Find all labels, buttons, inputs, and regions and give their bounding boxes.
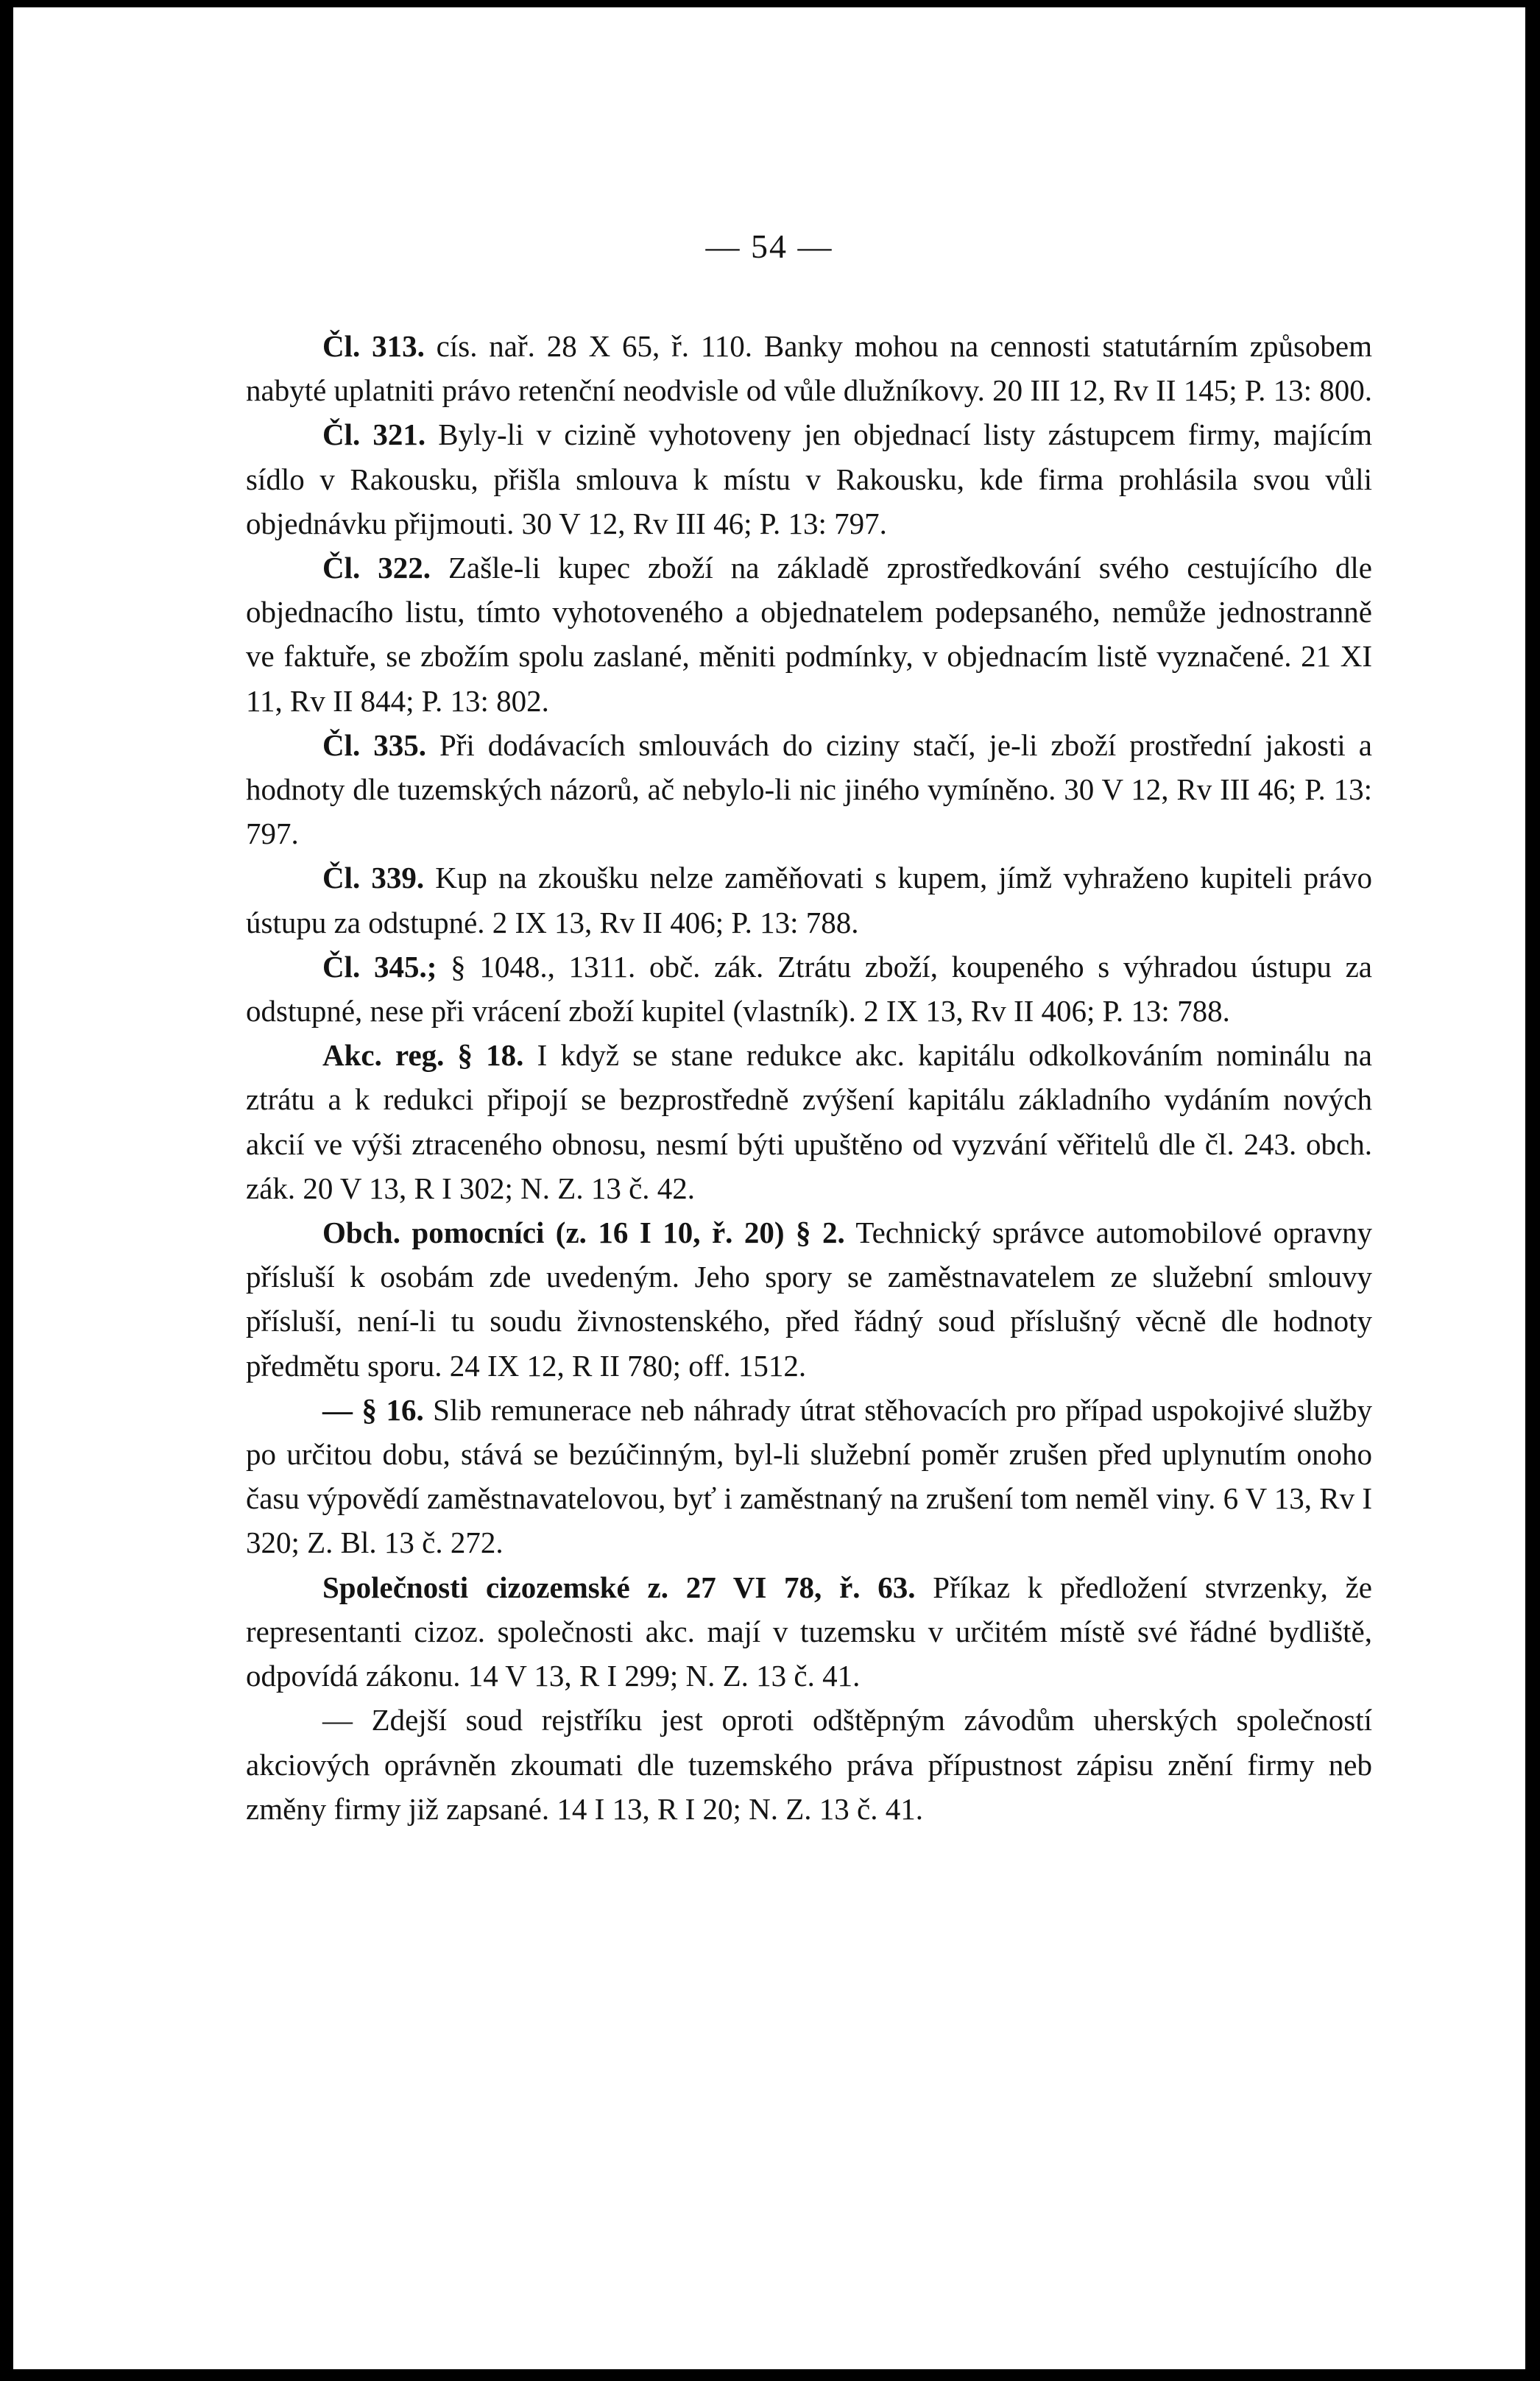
paragraph-heading: Čl. 345.; [322, 949, 437, 984]
paragraph-akc-reg-18 [246, 1033, 1372, 1210]
paragraph-text: Zašle-li kupec zboží na základě zprostředkování svého cestujícího dle objednacího listu, tímto vyhotoveného a objednatelem podepsaného, nemůže jednostranně ve faktuře, se zbožím spolu zaslané, měniti podmínky, v objednacím listě vyznačené. 21 XI 11, Rv II 844; P. 13: 802. [246, 551, 1373, 718]
paragraph-heading: Společnosti cizozemské z. 27 VI 78, ř. 63. [322, 1570, 916, 1604]
paragraph-text: I když se stane redukce akc. kapitálu odkolkováním nominálu na ztrátu a k redukci připojí se bezprostředně zvýšení kapitálu základního vydáním nových akcií ve výši ztraceného obnosu, nesmí býti upuštěno od vyzvání věřitelů dle čl. 243. obch. zák. 20 V 13, R I 302; N. Z. 13 č. 42. [246, 1038, 1372, 1205]
paragraph-cl-322 [246, 546, 1372, 723]
paragraph-heading: Čl. 339. [322, 861, 425, 895]
paragraph-text: Kup na zkoušku nelze zaměňovati s kupem, jímž vyhraženo kupiteli právo ústupu za odstupné. 2 IX 13, Rv II 406; P. 13: 788. [246, 861, 1373, 939]
paragraph-cl-313 [246, 324, 1372, 412]
paragraph-text: Technický správce automobilové opravny přísluší k osobám zde uvedeným. Jeho spory se zaměstnavatelem ze služební smlouvy přísluší, není-li tu soudu živnostenského, před řádný soud příslušný věcně dle hodnoty předmětu sporu. 24 IX 12, R II 780; off. 1512. [246, 1216, 1372, 1383]
paragraph-spolecnosti-cizozemske [246, 1565, 1372, 1699]
paragraph-heading: Obch. pomocníci (z. 16 I 10, ř. 20) § 2. [322, 1216, 845, 1250]
paragraph-text: cís. nař. 28 X 65, ř. 110. Banky mohou na cennosti statutárním způsobem nabyté uplatniti právo retenční neodvisle od vůle dlužníkovy. 20 III 12, Rv II 145; P. 13: 800. [246, 329, 1373, 408]
paragraph-heading: — § 16. [322, 1392, 424, 1427]
paragraph-cl-335 [246, 723, 1372, 856]
page-number: — 54 — [705, 227, 833, 265]
paragraph-heading: Čl. 313. [322, 329, 425, 363]
paragraph-cl-321 [246, 412, 1372, 546]
paragraph-text: Byly-li v cizině vyhotoveny jen objednací listy zástupcem firmy, majícím sídlo v Rakousku, přišla smlouva k místu v Rakousku, kde firma prohlásila svou vůli objednávku přijmouti. 30 V 12, Rv III 46; P. 13: 797. [246, 417, 1372, 540]
paragraph-rejstrik [246, 1698, 1372, 1831]
paragraph-cl-345 [246, 945, 1372, 1033]
paragraph-obch-pomocnici-2 [246, 1210, 1372, 1388]
paragraph-cl-339 [246, 856, 1372, 944]
paragraph-text: Při dodávacích smlouvách do ciziny stačí, je-li zboží prostřední jakosti a hodnoty dle tuzemských názorů, ač nebylo-li nic jiného vymíněno. 30 V 12, Rv III 46; P. 13: 797. [246, 727, 1372, 851]
document-page [13, 7, 1525, 2369]
paragraph-text: Slib remunerace neb náhrady útrat stěhovacích pro případ uspokojivé služby po určitou dobu, stává se bezúčinným, byl-li služební poměr zrušen před uplynutím onoho času výpovědí zaměstnavatelovou, byť i zaměstnaný na zrušení tom neměl viny. 6 V 13, Rv I 320; Z. Bl. 13 č. 272. [246, 1392, 1372, 1560]
paragraph-heading: Akc. reg. § 18. [322, 1038, 524, 1073]
page-body [246, 324, 1372, 1831]
paragraph-text: — Zdejší soud rejstříku jest oproti odštěpným závodům uherských společností akciových oprávněn zkoumati dle tuzemského práva přípustnost zápisu znění firmy neb změny firmy již zapsané. 14 I 13, R I 20; N. Z. 13 č. 41. [246, 1703, 1372, 1826]
paragraph-obch-pomocnici-16 [246, 1388, 1372, 1565]
paragraph-text: § 1048., 1311. obč. zák. Ztrátu zboží, koupeného s výhradou ústupu za odstupné, nese při vrácení zboží kupitel (vlastník). 2 IX 13, Rv II 406; P. 13: 788. [246, 949, 1372, 1029]
paragraph-heading: Čl. 321. [322, 417, 426, 452]
paragraph-heading: Čl. 322. [322, 551, 431, 585]
paragraph-text: Příkaz k předložení stvrzenky, že representanti cizoz. společnosti akc. mají v tuzemsku v určitém místě své řádné bydliště, odpovídá zákonu. 14 V 13, R I 299; N. Z. 13 č. 41. [246, 1570, 1372, 1693]
paragraph-heading: Čl. 335. [322, 727, 426, 762]
